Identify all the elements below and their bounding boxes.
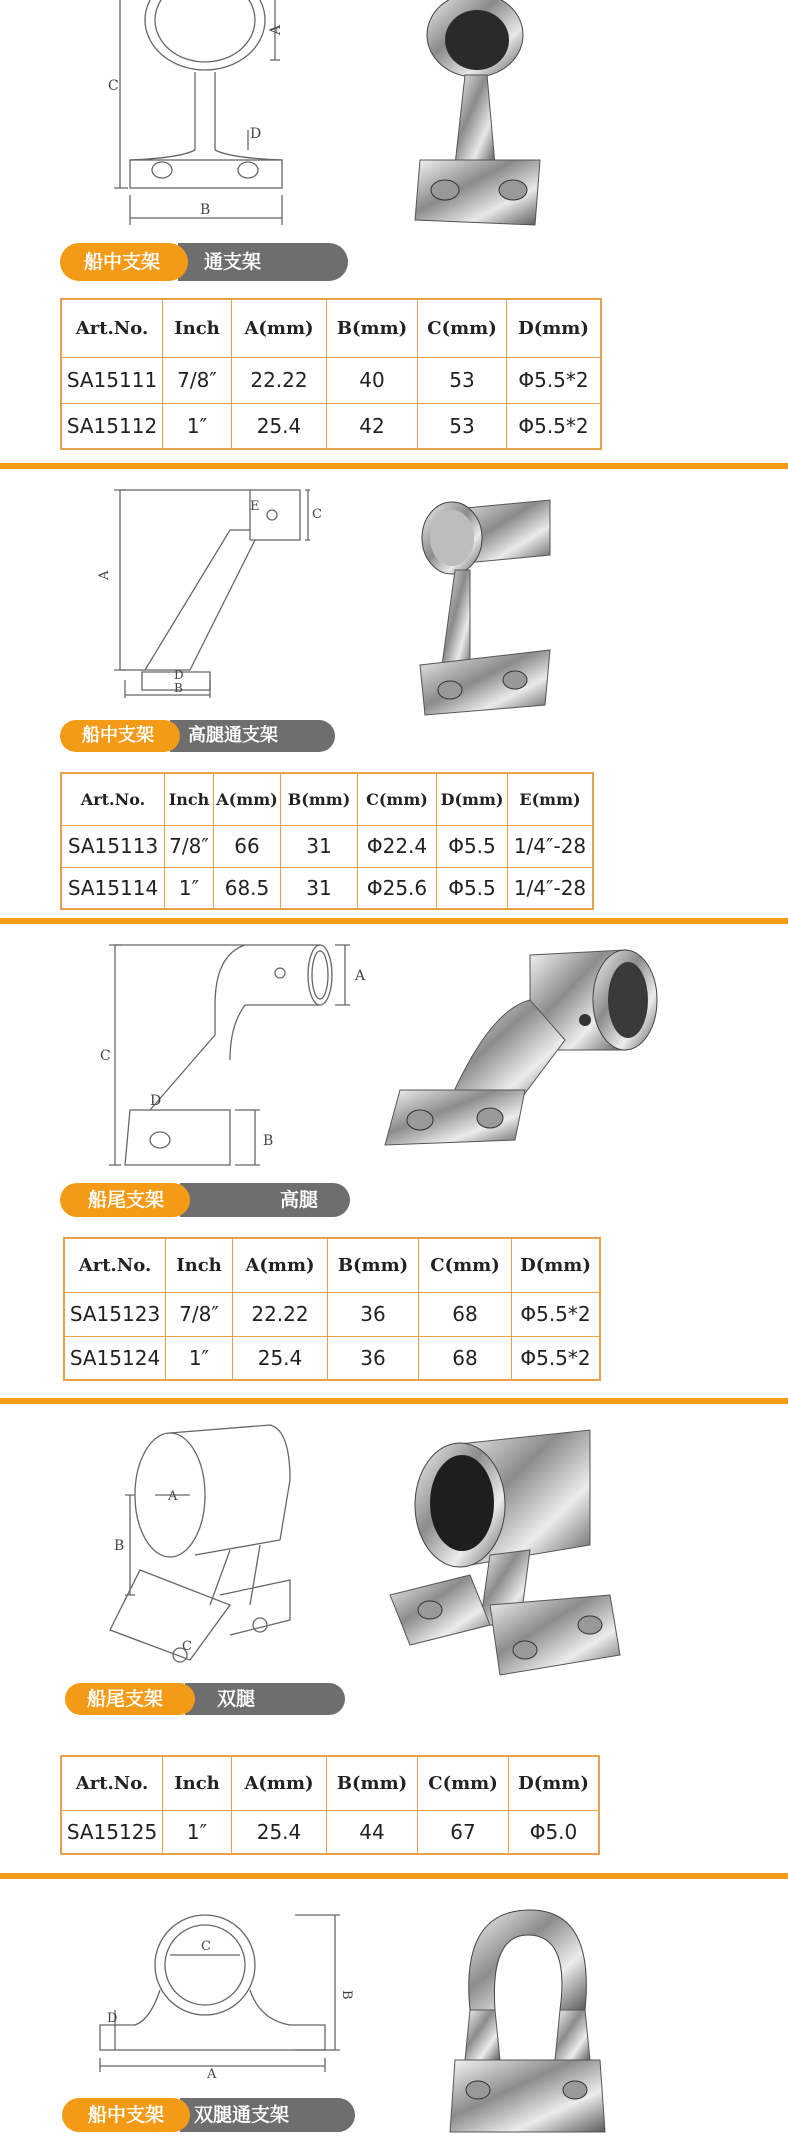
cell: 36	[328, 1292, 419, 1336]
category-tag-2	[60, 720, 280, 758]
cell: Φ5.5*2	[512, 1292, 601, 1336]
cell: 68	[419, 1292, 512, 1336]
cell: 1″	[163, 1810, 232, 1854]
section-divider	[0, 463, 788, 469]
cell: 68	[419, 1336, 512, 1380]
cell: 7/8″	[165, 825, 214, 867]
header-cell: Art.No.	[61, 1756, 163, 1810]
cell: 31	[281, 825, 358, 867]
section-divider	[0, 1398, 788, 1404]
category-tag-4	[65, 1683, 280, 1721]
cell: Φ5.5	[437, 867, 508, 909]
cell: 67	[418, 1810, 509, 1854]
header-cell: C(mm)	[418, 1756, 509, 1810]
header-cell: D(mm)	[512, 1238, 601, 1292]
cell: SA15113	[61, 825, 165, 867]
tag-sub-label: 双腿	[185, 1683, 345, 1715]
header-cell: B(mm)	[281, 773, 358, 825]
section-1	[0, 0, 788, 470]
drawing-label-a: A	[268, 24, 284, 35]
table-row	[61, 403, 601, 449]
category-tag-1	[60, 243, 290, 281]
drawing-label-d: D	[250, 126, 262, 142]
drawing-label-a: A	[207, 2067, 217, 2082]
cell: 36	[328, 1336, 419, 1380]
table-header-row	[61, 299, 601, 357]
tag-sub-label: 高腿通支架	[170, 720, 335, 752]
cell: Φ5.5	[437, 825, 508, 867]
cell: 22.22	[232, 357, 327, 403]
cell: SA15123	[64, 1292, 166, 1336]
header-cell: A(mm)	[232, 299, 327, 357]
tag-main-label: 船尾支架	[65, 1683, 195, 1715]
table-header-row	[64, 1238, 600, 1292]
cell: SA15124	[64, 1336, 166, 1380]
technical-drawing-2	[97, 480, 340, 700]
header-cell: B(mm)	[327, 299, 418, 357]
cell: SA15112	[61, 403, 163, 449]
header-cell: A(mm)	[232, 1756, 327, 1810]
drawing-label-e: E	[250, 499, 260, 514]
header-cell: A(mm)	[233, 1238, 328, 1292]
spec-table-4	[60, 1755, 600, 1855]
drawing-label-c: C	[100, 1048, 111, 1064]
table-row	[61, 867, 593, 909]
cell: Φ5.0	[509, 1810, 600, 1854]
header-cell: E(mm)	[508, 773, 594, 825]
drawing-label-a: A	[97, 570, 112, 580]
cell: Φ5.5*2	[512, 1336, 601, 1380]
drawing-label-d: D	[174, 668, 184, 682]
header-cell: D(mm)	[437, 773, 508, 825]
product-photo-2	[400, 480, 570, 720]
cell: 1″	[165, 867, 214, 909]
cell: Φ25.6	[358, 867, 437, 909]
table-row	[64, 1292, 600, 1336]
tag-main-label: 船中支架	[62, 2098, 190, 2132]
header-cell: C(mm)	[358, 773, 437, 825]
cell: 53	[418, 357, 507, 403]
spec-table-3	[63, 1237, 601, 1381]
cell: 40	[327, 357, 418, 403]
drawing-label-b: B	[200, 202, 211, 218]
section-divider	[0, 1873, 788, 1879]
cell: 25.4	[233, 1336, 328, 1380]
header-cell: C(mm)	[418, 299, 507, 357]
section-2	[0, 470, 788, 925]
header-cell: Art.No.	[64, 1238, 166, 1292]
cell: SA15114	[61, 867, 165, 909]
cell: 25.4	[232, 1810, 327, 1854]
cell: Φ5.5*2	[507, 357, 602, 403]
spec-table-1	[60, 298, 602, 450]
cell: 42	[327, 403, 418, 449]
cell: SA15125	[61, 1810, 163, 1854]
category-tag-3	[60, 1183, 319, 1221]
drawing-label-d: D	[107, 2011, 118, 2026]
header-cell: D(mm)	[507, 299, 602, 357]
drawing-label-c: C	[108, 78, 119, 94]
section-3	[0, 925, 788, 1395]
cell: 44	[327, 1810, 418, 1854]
technical-drawing-5	[95, 1900, 355, 2080]
cell: 1/4″-28	[508, 867, 594, 909]
header-cell: Inch	[163, 299, 232, 357]
drawing-label-c: C	[312, 507, 322, 522]
header-cell: Inch	[166, 1238, 233, 1292]
table-header-row	[61, 1756, 599, 1810]
tag-sub-label: 双腿通支架	[180, 2098, 355, 2132]
category-tag-5	[62, 2098, 300, 2136]
technical-drawing-3	[95, 945, 380, 1175]
technical-drawing-1	[100, 0, 340, 230]
cell: 7/8″	[166, 1292, 233, 1336]
drawing-label-b: B	[263, 1133, 274, 1149]
table-row	[61, 1810, 599, 1854]
table-row	[61, 825, 593, 867]
table-row	[61, 357, 601, 403]
tag-main-label: 船中支架	[60, 720, 180, 752]
header-cell: A(mm)	[214, 773, 281, 825]
header-cell: Art.No.	[61, 299, 163, 357]
cell: 66	[214, 825, 281, 867]
header-cell: Inch	[163, 1756, 232, 1810]
header-cell: Inch	[165, 773, 214, 825]
header-cell: D(mm)	[509, 1756, 600, 1810]
drawing-label-b: B	[174, 681, 183, 695]
section-5	[0, 1880, 788, 2132]
drawing-label-b: B	[114, 1538, 125, 1554]
drawing-label-c: C	[201, 1939, 211, 1954]
cell: 1″	[166, 1336, 233, 1380]
technical-drawing-4	[100, 1420, 300, 1690]
section-4	[0, 1405, 788, 1875]
cell: 53	[418, 403, 507, 449]
tag-main-label: 船中支架	[60, 243, 188, 281]
cell: 22.22	[233, 1292, 328, 1336]
tag-sub-label: 通支架	[178, 243, 348, 281]
section-divider	[0, 918, 788, 924]
drawing-label-a: A	[355, 968, 366, 984]
product-photo-5	[430, 1910, 620, 2132]
header-cell: Art.No.	[61, 773, 165, 825]
header-cell: B(mm)	[327, 1756, 418, 1810]
product-photo-1	[395, 0, 565, 235]
drawing-label-d: D	[150, 1093, 162, 1109]
header-cell: B(mm)	[328, 1238, 419, 1292]
cell: 68.5	[214, 867, 281, 909]
cell: SA15111	[61, 357, 163, 403]
product-photo-4	[380, 1425, 670, 1685]
cell: 1″	[163, 403, 232, 449]
drawing-label-c: C	[182, 1639, 192, 1654]
cell: Φ22.4	[358, 825, 437, 867]
table-header-row	[61, 773, 593, 825]
spec-table-2	[60, 772, 594, 910]
cell: Φ5.5*2	[507, 403, 602, 449]
cell: 7/8″	[163, 357, 232, 403]
header-cell: C(mm)	[419, 1238, 512, 1292]
drawing-label-b: B	[339, 1990, 354, 2000]
cell: 25.4	[232, 403, 327, 449]
table-row	[64, 1336, 600, 1380]
tag-sub-label: 高腿	[180, 1183, 350, 1217]
cell: 31	[281, 867, 358, 909]
product-photo-3	[380, 940, 690, 1170]
drawing-label-a: A	[168, 1489, 178, 1504]
cell: 1/4″-28	[508, 825, 594, 867]
tag-main-label: 船尾支架	[60, 1183, 190, 1217]
